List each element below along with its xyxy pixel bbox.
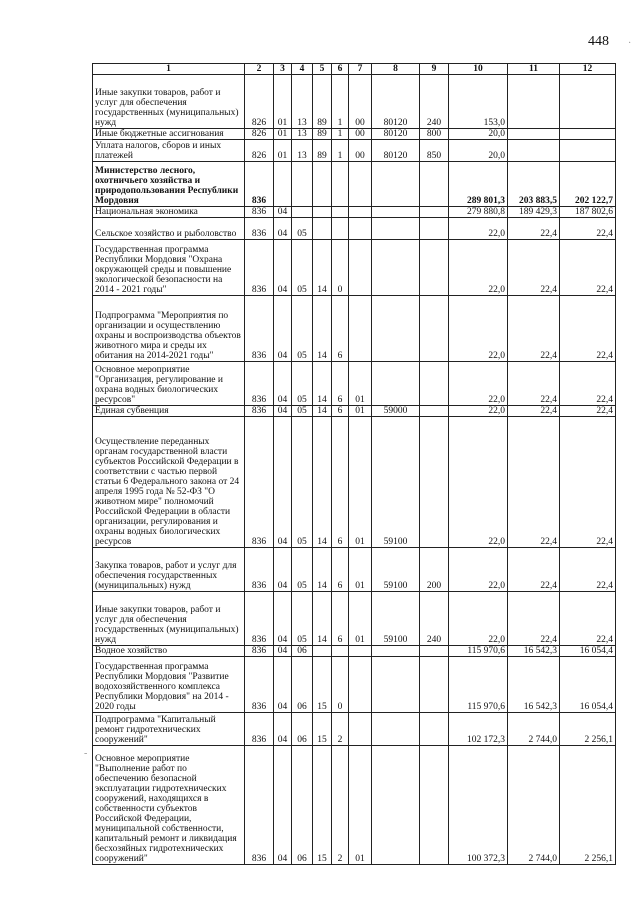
amount-cell: 115 970,6 [449,657,508,713]
table-header-row [93,64,616,75]
column-header: 2 [245,64,274,75]
code-cell: 80120 [372,129,420,140]
code-cell: 836 [245,207,274,218]
amount-cell: 189 429,3 [508,207,560,218]
code-cell [292,162,313,207]
code-cell: 01 [349,592,372,646]
code-cell [420,646,449,657]
amount-cell: 2 744,0 [508,713,560,746]
amount-cell: 2 744,0 [508,746,560,865]
code-cell [420,657,449,713]
code-cell [420,417,449,548]
code-cell: 14 [313,240,332,296]
code-cell [420,207,449,218]
code-cell: 826 [245,140,274,162]
code-cell: 06 [292,713,313,746]
amount-cell: 16 054,4 [560,657,616,713]
code-cell [332,218,349,240]
amount-cell: 187 802,6 [560,207,616,218]
code-cell [420,406,449,417]
code-cell [372,713,420,746]
code-cell: 826 [245,129,274,140]
code-cell: 89 [313,75,332,129]
code-cell: 14 [313,548,332,592]
amount-cell: 22,0 [449,296,508,362]
code-cell: 04 [274,548,292,592]
code-cell [420,746,449,865]
code-cell: 05 [292,296,313,362]
code-cell [420,162,449,207]
table-row [93,746,616,865]
code-cell: 01 [274,140,292,162]
column-header: 6 [332,64,349,75]
code-cell: 00 [349,129,372,140]
column-header: 5 [313,64,332,75]
code-cell: 14 [313,362,332,406]
row-name-cell: Иные закупки товаров, работ и услуг для обеспечения государственных (муниципальных) нужд [93,75,245,129]
table-row [93,218,616,240]
amount-cell: 22,4 [508,362,560,406]
code-cell [372,746,420,865]
budget-table [92,63,616,865]
code-cell [372,657,420,713]
code-cell [332,207,349,218]
code-cell: 89 [313,140,332,162]
amount-cell: 22,0 [449,362,508,406]
code-cell: 04 [274,646,292,657]
code-cell: 00 [349,140,372,162]
code-cell: 15 [313,657,332,713]
table-row [93,296,616,362]
table-row [93,592,616,646]
code-cell: 04 [274,207,292,218]
code-cell: 04 [274,417,292,548]
column-header: 9 [420,64,449,75]
amount-cell: 100 372,3 [449,746,508,865]
table-row [93,406,616,417]
code-cell: 05 [292,592,313,646]
code-cell: 06 [292,657,313,713]
code-cell [372,296,420,362]
column-header: 11 [508,64,560,75]
row-name-cell: Государственная программа Республики Мордовия "Охрана окружающей среды и повышение экологической безопасности на 2014 - 2021 годы" [93,240,245,296]
amount-cell [508,75,560,129]
code-cell: 06 [292,646,313,657]
code-cell [332,646,349,657]
code-cell: 836 [245,218,274,240]
amount-cell: 115 970,6 [449,646,508,657]
amount-cell: 22,4 [508,417,560,548]
amount-cell: 22,4 [560,548,616,592]
row-name-cell: Основное мероприятие "Организация, регулирование и охрана водных биологических ресурсов" [93,362,245,406]
code-cell [332,162,349,207]
code-cell [313,207,332,218]
code-cell: 59100 [372,548,420,592]
amount-cell: 22,4 [560,240,616,296]
code-cell [372,646,420,657]
code-cell: 240 [420,75,449,129]
amount-cell: 22,4 [508,548,560,592]
code-cell: 04 [274,657,292,713]
code-cell: 04 [274,592,292,646]
amount-cell: 22,4 [508,406,560,417]
amount-cell: 289 801,3 [449,162,508,207]
code-cell: 836 [245,592,274,646]
code-cell: 04 [274,746,292,865]
row-name-cell: Иные закупки товаров, работ и услуг для обеспечения государственных (муниципальных) нужд [93,592,245,646]
code-cell: 06 [292,746,313,865]
code-cell: 01 [349,417,372,548]
code-cell: 05 [292,362,313,406]
table-row [93,713,616,746]
table-row [93,362,616,406]
code-cell [372,362,420,406]
amount-cell: 22,4 [560,417,616,548]
code-cell: 240 [420,592,449,646]
table-row [93,140,616,162]
amount-cell: 16 542,3 [508,657,560,713]
code-cell: 836 [245,406,274,417]
code-cell [372,240,420,296]
code-cell [372,218,420,240]
code-cell: 14 [313,417,332,548]
code-cell: 13 [292,140,313,162]
code-cell: 836 [245,240,274,296]
code-cell: 13 [292,129,313,140]
code-cell: 80120 [372,140,420,162]
amount-cell: 22,4 [508,218,560,240]
code-cell [313,646,332,657]
row-name-cell: Национальная экономика [93,207,245,218]
code-cell: 836 [245,646,274,657]
code-cell [349,296,372,362]
code-cell: 01 [274,75,292,129]
code-cell: 01 [349,406,372,417]
code-cell: 6 [332,592,349,646]
code-cell: 14 [313,406,332,417]
code-cell: 6 [332,362,349,406]
code-cell [349,240,372,296]
table-row [93,548,616,592]
code-cell: 13 [292,75,313,129]
amount-cell: 22,0 [449,406,508,417]
code-cell: 1 [332,129,349,140]
column-header: 10 [449,64,508,75]
page-number: 448 [588,34,609,49]
column-header: 12 [560,64,616,75]
amount-cell: 22,4 [560,362,616,406]
code-cell: 04 [274,218,292,240]
row-name-cell: Министерство лесного, охотничьего хозяйства и природопользования Республики Мордовия [93,162,245,207]
code-cell: 15 [313,746,332,865]
table-row [93,207,616,218]
amount-cell: 102 172,3 [449,713,508,746]
amount-cell: 22,0 [449,240,508,296]
amount-cell: 22,0 [449,218,508,240]
code-cell: 05 [292,218,313,240]
amount-cell: 22,0 [449,592,508,646]
amount-cell: 20,0 [449,129,508,140]
code-cell: 836 [245,657,274,713]
code-cell [313,162,332,207]
code-cell: 89 [313,129,332,140]
amount-cell [560,129,616,140]
code-cell [420,713,449,746]
code-cell: 15 [313,713,332,746]
code-cell: 04 [274,296,292,362]
code-cell: 0 [332,240,349,296]
amount-cell: 2 256,1 [560,746,616,865]
code-cell [274,162,292,207]
row-name-cell: Закупка товаров, работ и услуг для обеспечения государственных (муниципальных) нужд [93,548,245,592]
code-cell: 01 [349,548,372,592]
code-cell: 59100 [372,417,420,548]
table-row [93,657,616,713]
column-header: 7 [349,64,372,75]
amount-cell: 22,0 [449,548,508,592]
table-row [93,129,616,140]
table-row [93,240,616,296]
amount-cell [560,140,616,162]
code-cell: 2 [332,713,349,746]
amount-cell: 20,0 [449,140,508,162]
code-cell: 836 [245,548,274,592]
code-cell: 836 [245,417,274,548]
row-name-cell: Подпрограмма "Мероприятия по организации и осуществлению охраны и воспроизводства объектов животного мира и среды их обитания на 2014-2021 годы" [93,296,245,362]
code-cell [349,646,372,657]
amount-cell: 22,4 [508,592,560,646]
amount-cell [560,75,616,129]
amount-cell: 16 542,3 [508,646,560,657]
code-cell [292,207,313,218]
row-name-cell: Водное хозяйство [93,646,245,657]
column-header: 3 [274,64,292,75]
code-cell: 1 [332,140,349,162]
row-name-cell: Осуществление переданных органам государственной власти субъектов Российской Федерации в соответствии с частью первой статьи 6 Федерального закона от 24 апреля 1995 года № 52-ФЗ "О животном мире" полномочий Российской Федерации в области организации, регулирования и охраны водных биологических ресурсов [93,417,245,548]
code-cell: 1 [332,75,349,129]
row-name-cell: Единая субвенция [93,406,245,417]
code-cell: 836 [245,296,274,362]
code-cell: 6 [332,296,349,362]
code-cell: 836 [245,362,274,406]
column-header: 4 [292,64,313,75]
code-cell: 05 [292,548,313,592]
amount-cell: 22,4 [508,240,560,296]
code-cell: 850 [420,140,449,162]
table-row [93,162,616,207]
code-cell: 04 [274,713,292,746]
amount-cell [508,129,560,140]
amount-cell: 153,0 [449,75,508,129]
code-cell: 14 [313,296,332,362]
amount-cell: 22,4 [560,218,616,240]
code-cell: 59100 [372,592,420,646]
code-cell [420,296,449,362]
scan-mark: · [628,38,632,49]
code-cell [349,713,372,746]
code-cell: 800 [420,129,449,140]
amount-cell: 16 054,4 [560,646,616,657]
code-cell [420,362,449,406]
code-cell [349,218,372,240]
row-name-cell: Основное мероприятие "Выполнение работ по обеспечению безопасной эксплуатации гидротехнических сооружений, находящихся в собственности субъектов Российской Федерации, муниципальной собственности, капитальный ремонт и ликвидация бесхозяйных гидротехнических сооружений" [93,746,245,865]
amount-cell: 2 256,1 [560,713,616,746]
column-header: 8 [372,64,420,75]
amount-cell [508,140,560,162]
amount-cell: 22,4 [508,296,560,362]
table-row [93,417,616,548]
code-cell: 14 [313,592,332,646]
code-cell: 0 [332,657,349,713]
code-cell: 200 [420,548,449,592]
row-name-cell: Подпрограмма "Капитальный ремонт гидротехнических сооружений" [93,713,245,746]
amount-cell: 202 122,7 [560,162,616,207]
code-cell: 2 [332,746,349,865]
code-cell [420,218,449,240]
code-cell: 836 [245,713,274,746]
scan-mark: - [84,748,88,759]
code-cell: 80120 [372,75,420,129]
table-row [93,75,616,129]
code-cell: 6 [332,417,349,548]
code-cell: 01 [349,746,372,865]
code-cell: 836 [245,746,274,865]
code-cell [313,218,332,240]
code-cell: 6 [332,548,349,592]
code-cell: 59000 [372,406,420,417]
row-name-cell: Сельское хозяйство и рыболовство [93,218,245,240]
code-cell: 00 [349,75,372,129]
amount-cell: 22,4 [560,406,616,417]
code-cell: 04 [274,240,292,296]
code-cell: 01 [349,362,372,406]
code-cell: 04 [274,406,292,417]
code-cell [372,162,420,207]
row-name-cell: Уплата налогов, сборов и иных платежей [93,140,245,162]
code-cell: 05 [292,406,313,417]
amount-cell: 22,4 [560,592,616,646]
amount-cell: 203 883,5 [508,162,560,207]
code-cell: 05 [292,417,313,548]
row-name-cell: Иные бюджетные ассигнования [93,129,245,140]
table-row [93,646,616,657]
code-cell: 01 [274,129,292,140]
code-cell: 6 [332,406,349,417]
code-cell [372,207,420,218]
code-cell: 04 [274,362,292,406]
code-cell [349,657,372,713]
code-cell: 836 [245,162,274,207]
code-cell: 826 [245,75,274,129]
code-cell [349,162,372,207]
code-cell [420,240,449,296]
row-name-cell: Государственная программа Республики Мордовия "Развитие водохозяйственного комплекса Республики Мордовия" на 2014 - 2020 годы [93,657,245,713]
amount-cell: 279 880,8 [449,207,508,218]
code-cell [349,207,372,218]
amount-cell: 22,0 [449,417,508,548]
amount-cell: 22,4 [560,296,616,362]
column-header: 1 [93,64,245,75]
code-cell: 05 [292,240,313,296]
